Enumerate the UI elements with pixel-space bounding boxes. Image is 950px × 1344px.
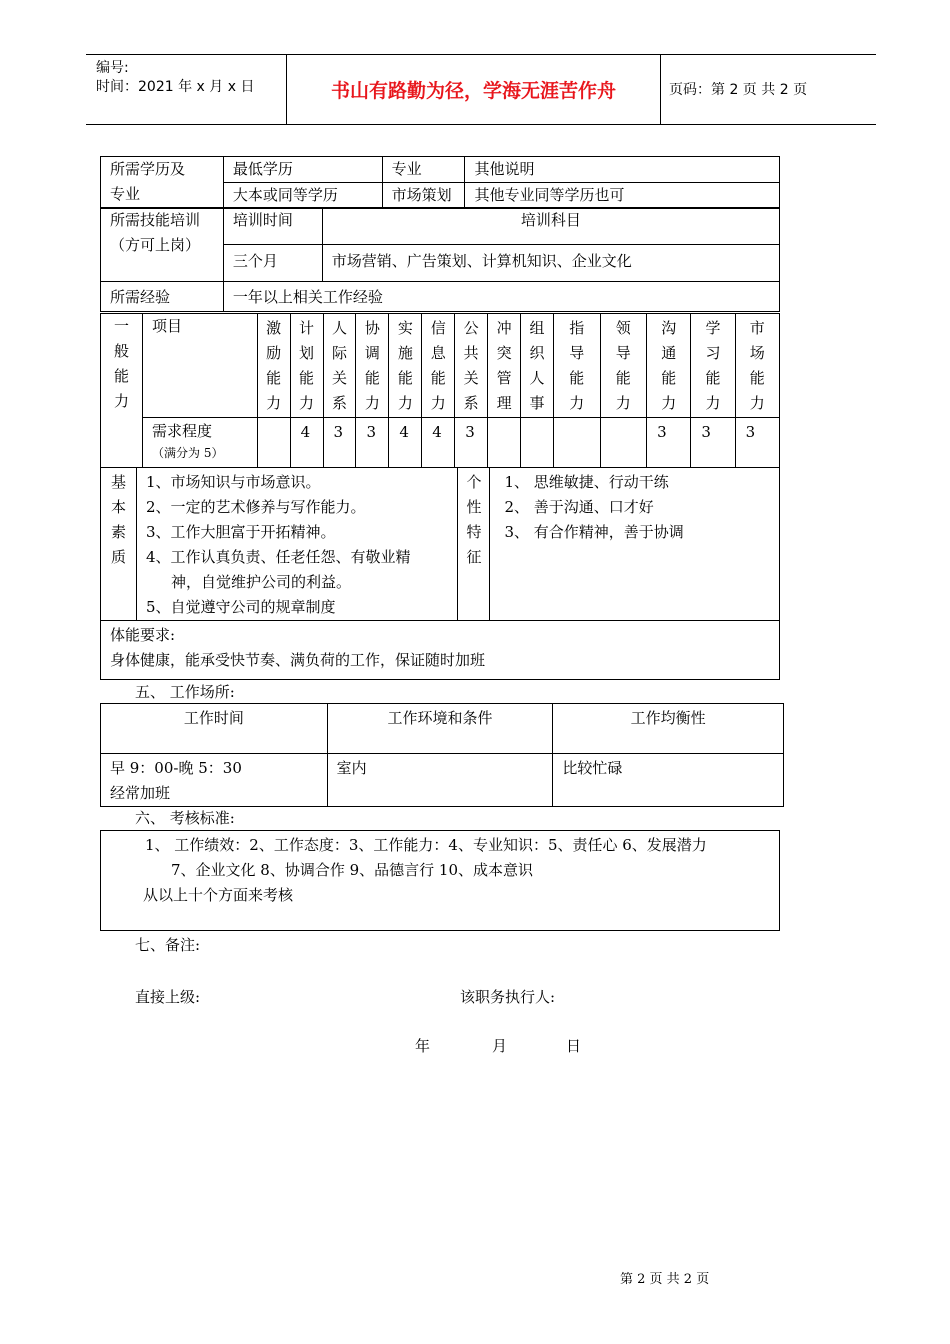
training-subject-header: 培训科目	[322, 208, 779, 245]
basic-item: 4、工作认真负责、任老任怨、有敬业精	[145, 548, 411, 566]
time-label: 时间：2021 年 x 月 x 日	[96, 79, 255, 95]
workplace-table	[100, 703, 784, 807]
demand-label: 需求程度	[152, 422, 213, 440]
personal-item: 2、 善于沟通、口才好	[504, 498, 654, 516]
min-edu: 大本或同等学历	[223, 183, 382, 209]
education-label: 所需学历及 专业	[101, 157, 224, 209]
ability-header: 学 习 能 力	[691, 314, 735, 418]
skills-table	[100, 207, 780, 312]
date-year: 年	[415, 1037, 431, 1055]
workplace-header-env: 工作环境和条件	[327, 704, 553, 754]
assessment-line-2: 7、企业文化 8、协调合作 9、品德言行 10、成本意识	[171, 861, 534, 879]
ability-score	[600, 418, 647, 468]
ability-score: 3	[356, 418, 389, 468]
ability-score	[521, 418, 554, 468]
ability-score	[488, 418, 521, 468]
demand-label-cell	[143, 418, 258, 468]
ability-header: 公 共 关 系	[455, 314, 488, 418]
header-left	[96, 59, 254, 97]
assessment-title: 六、 考核标准:	[135, 809, 235, 827]
major-header: 专业	[382, 157, 465, 183]
physical-text: 身体健康，能承受快节奏、满负荷的工作，保证随时加班	[110, 651, 486, 669]
ability-header: 组 织 人 事	[521, 314, 554, 418]
date-day: 日	[566, 1037, 582, 1055]
workplace-header-balance: 工作均衡性	[553, 704, 784, 754]
workplace-header-time: 工作时间	[101, 704, 328, 754]
ability-header: 人 际 关 系	[323, 314, 356, 418]
ability-score: 3	[735, 418, 779, 468]
page-label: 页码：第 2 页 共 2 页	[669, 82, 808, 98]
executor-label: 该职务执行人:	[460, 988, 556, 1006]
ability-header: 沟 通 能 力	[647, 314, 691, 418]
personal-item: 1、 思维敏捷、行动干练	[504, 473, 669, 491]
basic-item: 3、工作大胆富于开拓精神。	[145, 523, 336, 541]
footer-page: 第 2 页 共 2 页	[620, 1272, 710, 1287]
ability-item-label: 项目	[143, 314, 258, 418]
training-subject: 市场营销、广告策划、计算机知识、企业文化	[322, 245, 779, 282]
work-balance: 比较忙碌	[553, 754, 784, 807]
physical-label: 体能要求:	[110, 626, 176, 644]
abilities-table	[100, 313, 780, 468]
personal-list	[490, 468, 780, 621]
work-time: 早 9：00-晚 5：30 经常加班	[101, 754, 328, 807]
training-time-header: 培训时间	[223, 208, 322, 245]
superior-label: 直接上级:	[135, 988, 201, 1006]
min-edu-header: 最低学历	[223, 157, 382, 183]
basic-item: 神，自觉维护公司的利益。	[170, 573, 351, 591]
ability-header: 领 导 能 力	[600, 314, 647, 418]
serial-label: 编号:	[96, 60, 129, 76]
basic-item: 2、一定的艺术修养与写作能力。	[145, 498, 366, 516]
other-header: 其他说明	[465, 157, 780, 183]
assessment-table	[100, 830, 780, 931]
workplace-title: 五、 工作场所:	[135, 683, 235, 701]
ability-header: 信 息 能 力	[422, 314, 455, 418]
ability-header: 指 导 能 力	[553, 314, 600, 418]
ability-score: 3	[455, 418, 488, 468]
ability-header: 激 励 能 力	[257, 314, 290, 418]
major: 市场策划	[382, 183, 465, 209]
abilities-section-label: 一 般 能 力	[101, 314, 143, 468]
ability-header: 计 划 能 力	[290, 314, 323, 418]
basic-quality-list	[136, 468, 458, 621]
assessment-line-1: 1、 工作绩效：2、工作态度：3、工作能力：4、专业知识：5、责任心 6、发展潜力	[145, 836, 707, 854]
page-header	[86, 54, 876, 125]
ability-score: 3	[323, 418, 356, 468]
assessment-content	[101, 831, 780, 931]
ability-header: 冲 突 管 理	[488, 314, 521, 418]
remarks-title: 七、备注:	[135, 936, 201, 954]
ability-score: 4	[389, 418, 422, 468]
requirements-table	[100, 156, 780, 209]
ability-score	[257, 418, 290, 468]
ability-score	[553, 418, 600, 468]
experience: 一年以上相关工作经验	[223, 282, 779, 312]
quality-table	[100, 467, 780, 680]
ability-score: 3	[691, 418, 735, 468]
assessment-line-3: 从以上十个方面来考核	[143, 886, 294, 904]
ability-header: 协 调 能 力	[356, 314, 389, 418]
skills-label: 所需技能培训 （方可上岗）	[101, 208, 224, 282]
ability-score: 3	[647, 418, 691, 468]
date-month: 月	[492, 1037, 508, 1055]
personal-item: 3、 有合作精神，善于协调	[504, 523, 684, 541]
ability-score: 4	[422, 418, 455, 468]
ability-header: 实 施 能 力	[389, 314, 422, 418]
other-note: 其他专业同等学历也可	[465, 183, 780, 209]
basic-item: 1、市场知识与市场意识。	[145, 473, 321, 491]
experience-label: 所需经验	[101, 282, 224, 312]
personal-label: 个 性 特 征	[458, 468, 490, 621]
work-environment: 室内	[327, 754, 553, 807]
ability-header: 市 场 能 力	[735, 314, 779, 418]
basic-quality-label: 基 本 素 质	[101, 468, 137, 621]
motto: 书山有路勤为径，学海无涯苦作舟	[286, 55, 661, 124]
training-time: 三个月	[223, 245, 322, 282]
ability-score: 4	[290, 418, 323, 468]
basic-item: 5、自觉遵守公司的规章制度	[145, 598, 336, 616]
demand-note: （满分为 5）	[152, 446, 224, 460]
physical-requirement	[101, 621, 780, 680]
